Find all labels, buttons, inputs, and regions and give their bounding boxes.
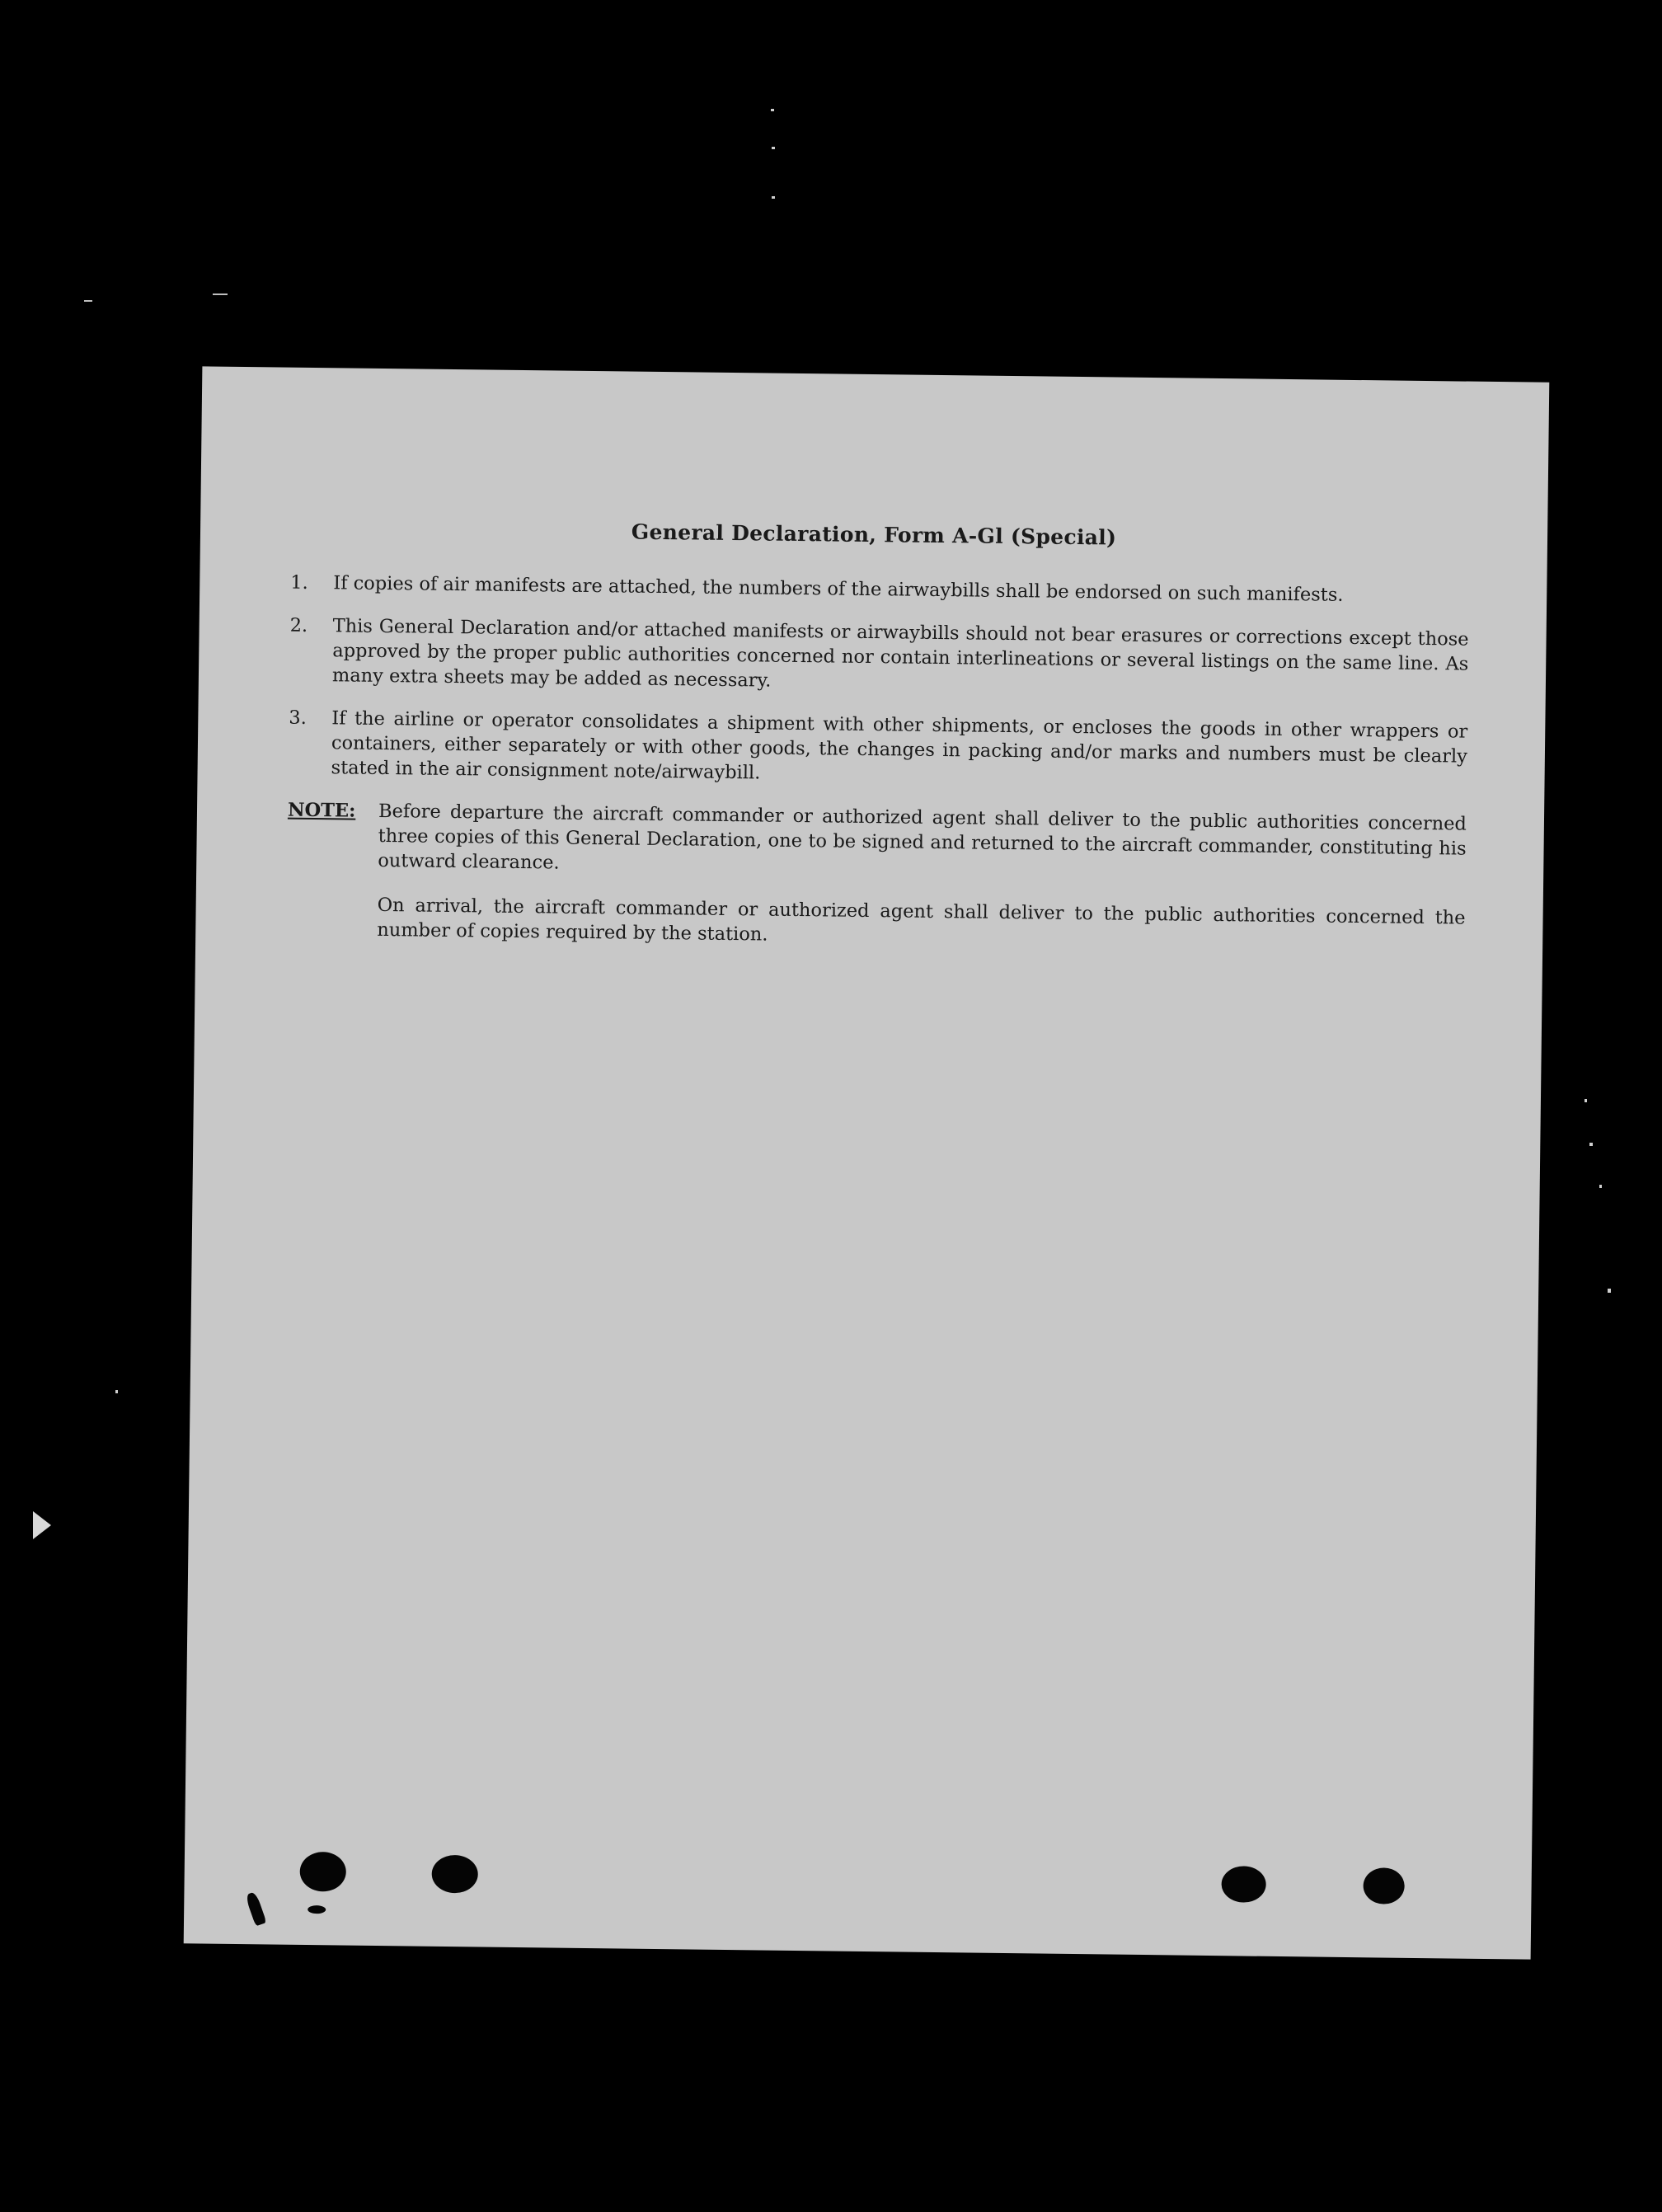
note-paragraph: Before departure the aircraft commander or authorized agent shall deliver to the public authorities concerned three copies of this General Declaration, one to be signed and returned to the aircraft commander, constituting his outward clearance. (378, 800, 1467, 874)
list-item-text: This General Declaration and/or attached manifests or airwaybills should not bear erasures or corrections except those approved by the proper public authorities concerned nor contain interlineations or several listings on the same line. As many extra sheets may be added as necessary. (331, 615, 1469, 692)
list-item-number: 3. (289, 707, 307, 729)
note-paragraph: On arrival, the aircraft commander or authorized agent shall deliver to the public authorities concerned the number of copies required by the station. (377, 894, 1466, 946)
scan-speck (772, 196, 775, 199)
scan-speck (84, 300, 92, 302)
scan-speck (115, 1390, 118, 1393)
scan-speck (1589, 1143, 1593, 1146)
document-title: General Declaration, Form A-Gl (Special) (631, 519, 1117, 550)
scan-speck (771, 109, 774, 111)
scan-speck (1585, 1099, 1587, 1102)
list-item-number: 2. (289, 614, 308, 636)
scan-speck (772, 147, 775, 149)
list-item-text: If the airline or operator consolidates a shipment with other shipments, or encloses the goods in other wrappers or containers, either separately or with other goods, the changes in packing and/or marks and numbers must be clearly stated in the air consignment note/airwaybill. (331, 707, 1468, 784)
scan-arrow-mark (33, 1511, 51, 1539)
scan-speck (1599, 1185, 1602, 1188)
scan-speck (213, 294, 228, 295)
list-item-number: 1. (290, 571, 308, 594)
list-item-text: If copies of air manifests are attached, the numbers of the airwaybills shall be endorsed on such manifests. (333, 572, 1344, 606)
scan-speck (1608, 1289, 1611, 1293)
note-label: NOTE: (287, 799, 356, 822)
